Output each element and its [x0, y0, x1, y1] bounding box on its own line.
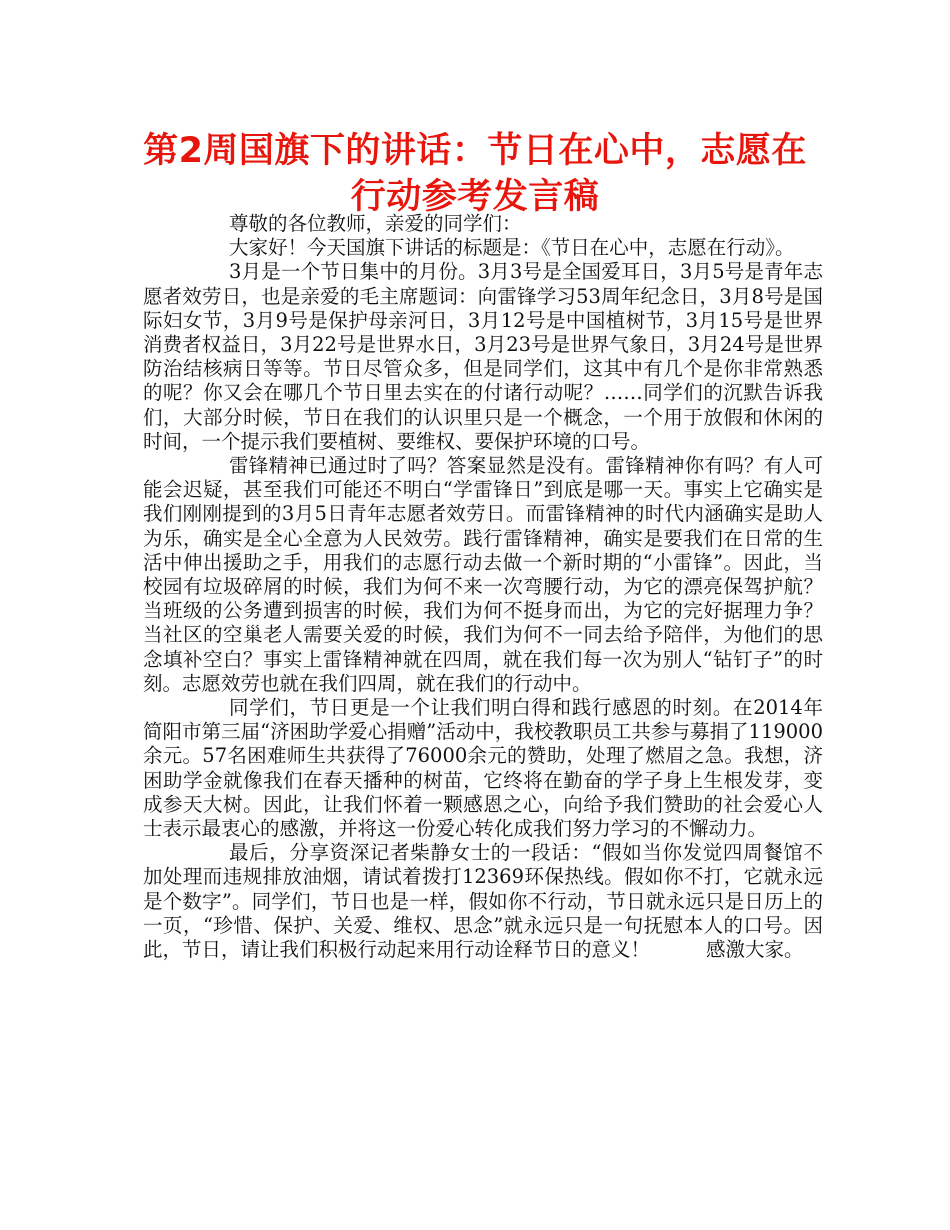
- closing-paragraph: [143, 841, 823, 962]
- salutation-paragraph: 尊敬的各位教师，亲爱的同学们：: [229, 212, 522, 235]
- gratitude-paragraph: 同学们，节日更是一个让我们明白得和践行感恩的时刻。在2014年简阳市第三届“济困助学爱心捐赠”活动中，我校教职员工共参与募捐了119000余元。57名困难师生共获得了76000余元的赞助，处理了燃眉之急。我想，济困助学金就像我们在春天播种的树苗，它终将在勤奋的学子身上生根发芽，变成参天大树。因此，让我们怀着一颗感恩之心，向给予我们赞助的社会爱心人士表示最衷心的感激，并将这一份爱心转化成我们努力学习的不懈动力。: [143, 696, 823, 841]
- march-festivals-paragraph: 3月是一个节日集中的月份。3月3号是全国爱耳日，3月5号是青年志愿者效劳日，也是亲爱的毛主席题词：向雷锋学习53周年纪念日，3月8号是国际妇女节，3月9号是保护母亲河日，3月12号是中国植树节，3月15号是世界消费者权益日，3月22号是世界水日，3月23号是世界气象日，3月24号是世界防治结核病日等等。节日尽管众多，但是同学们，这其中有几个是你非常熟悉的呢？你又会在哪几个节日里去实在的付诸行动呢？……同学们的沉默告诉我们，大部分时候，节日在我们的认识里只是一个概念，一个用于放假和休闲的时间，一个提示我们要植树、要维权、要保护环境的口号。: [143, 260, 823, 453]
- document-title: 第2周国旗下的讲话：节日在心中，志愿在行动参考发言稿: [143, 131, 807, 217]
- document-body: [143, 212, 823, 962]
- greeting-paragraph: 大家好！今天国旗下讲话的标题是：《节日在心中，志愿在行动》。: [229, 236, 795, 260]
- closing-paragraph-text: 最后，分享资深记者柴静女士的一段话：“假如当你发觉四周餐馆不加处理而违规排放油烟，请试着拨打12369环保热线。假如你不打，它就永远是个数字”。同学们，节日也是一样，假如你不行动，节日就永远只是日历上的一页，“珍惜、保护、关爱、维权、思念”就永远只是一句抚慰本人的口号。因此，节日，请让我们积极行动起来用行动诠释节日的意义！: [143, 841, 823, 962]
- leifeng-spirit-paragraph: 雷锋精神已通过时了吗？答案显然是没有。雷锋精神你有吗？有人可能会迟疑，甚至我们可能还不明白“学雷锋日”到底是哪一天。事实上它确实是我们刚刚提到的3月5日青年志愿者效劳日。而雷锋精神的时代内涵确实是助人为乐，确实是全心全意为人民效劳。践行雷锋精神，确实是要我们在日常的生活中伸出援助之手，用我们的志愿行动去做一个新时期的“小雷锋”。因此，当校园有垃圾碎屑的时候，我们为何不来一次弯腰行动，为它的漂亮保驾护航？当班级的公务遭到损害的时候，我们为何不挺身而出，为它的完好据理力争？当社区的空巢老人需要关爱的时候，我们为何不一同去给予陪伴，为他们的思念填补空白？事实上雷锋精神就在四周，就在我们每一次为别人“钻钉子”的时刻。志愿效劳也就在我们四周，就在我们的行动中。: [143, 454, 823, 695]
- thanks-text: 感激大家。: [706, 938, 804, 962]
